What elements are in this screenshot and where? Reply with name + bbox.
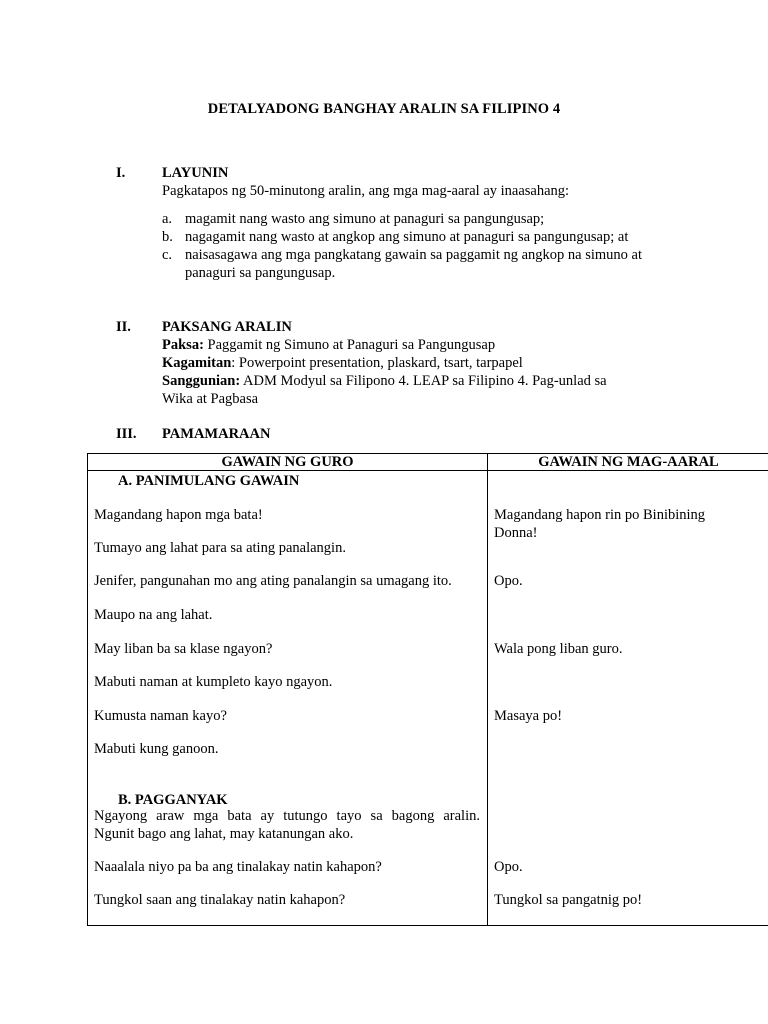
paksa-label: Paksa:: [162, 337, 204, 353]
mag-aaral-column: [488, 471, 768, 926]
guro-line: Tungkol saan ang tinalakay natin kahapon?: [94, 892, 346, 908]
sanggunian-line-cont: Wika at Pagbasa: [162, 391, 259, 407]
objective-letter-c: c.: [162, 247, 173, 263]
paksa-line: [162, 337, 495, 354]
sanggunian-label: Sanggunian:: [162, 373, 241, 389]
header-gawain-ng-guro: GAWAIN NG GURO: [88, 454, 488, 471]
section-heading-pamamaraan: PAMAMARAAN: [162, 426, 271, 442]
objective-text-c: naisasagawa ang mga pangkatang gawain sa paggamit ng angkop na simuno at: [185, 247, 643, 263]
objective-text-c-cont: panaguri sa pangungusap.: [185, 265, 336, 281]
section-heading-paksang-aralin: PAKSANG ARALIN: [162, 319, 292, 335]
sanggunian-value: ADM Modyul sa Filipono 4. LEAP sa Filipino 4. Pag-unlad sa: [240, 373, 607, 389]
guro-line: Naaalala niyo pa ba ang tinalakay natin kahapon?: [94, 859, 382, 875]
kagamitan-value: : Powerpoint presentation, plaskard, tsart, tarpapel: [231, 355, 523, 371]
mag-aaral-line: Opo.: [494, 859, 523, 875]
kagamitan-line: [162, 355, 523, 372]
guro-line: Mabuti naman at kumpleto kayo ngayon.: [94, 674, 333, 690]
guro-line: Magandang hapon mga bata!: [94, 507, 263, 523]
objective-letter-a: a.: [162, 211, 173, 227]
guro-line: Ngayong araw mga bata ay tutungo tayo sa bagong aralin.: [94, 808, 480, 824]
sanggunian-line: [162, 373, 607, 390]
kagamitan-label: Kagamitan: [162, 355, 232, 371]
guro-line: Maupo na ang lahat.: [94, 607, 213, 623]
guro-line: Mabuti kung ganoon.: [94, 741, 219, 757]
table-row: [88, 471, 768, 926]
guro-line: Ngunit bago ang lahat, may katanungan ako.: [94, 826, 354, 842]
section-number-2: II.: [116, 319, 131, 335]
mag-aaral-line: Donna!: [494, 525, 538, 541]
table-header-row: [88, 454, 768, 471]
guro-line: Kumusta naman kayo?: [94, 708, 227, 724]
subheading-pagganyak: B. PAGGANYAK: [118, 792, 228, 808]
page-title: DETALYADONG BANGHAY ARALIN SA FILIPINO 4: [207, 101, 561, 117]
section-number-3: III.: [116, 426, 137, 442]
mag-aaral-line: Tungkol sa pangatnig po!: [494, 892, 643, 908]
section-number-1: I.: [116, 165, 126, 181]
section-heading-layunin: LAYUNIN: [162, 165, 229, 181]
objective-text-b: nagagamit nang wasto at angkop ang simuno at panaguri sa pangungusap; at: [185, 229, 629, 245]
guro-line: Jenifer, pangunahan mo ang ating panalangin sa umagang ito.: [94, 573, 452, 589]
subheading-panimulang-gawain: A. PANIMULANG GAWAIN: [118, 473, 300, 489]
guro-column: [88, 471, 488, 926]
layunin-intro: Pagkatapos ng 50-minutong aralin, ang mga mag-aaral ay inaasahang:: [162, 183, 570, 199]
guro-line: Tumayo ang lahat para sa ating panalangin.: [94, 540, 346, 556]
paksa-value: Paggamit ng Simuno at Panaguri sa Pangungusap: [203, 337, 496, 353]
objective-text-a: magamit nang wasto ang simuno at panaguri sa pangungusap;: [185, 211, 545, 227]
mag-aaral-line: Opo.: [494, 573, 523, 589]
mag-aaral-line: Wala pong liban guro.: [494, 641, 623, 657]
guro-line: May liban ba sa klase ngayon?: [94, 641, 273, 657]
header-gawain-ng-mag-aaral: GAWAIN NG MAG-AARAL: [488, 454, 768, 471]
procedure-table: [87, 453, 768, 926]
mag-aaral-line: Magandang hapon rin po Binibining: [494, 507, 706, 523]
mag-aaral-line: Masaya po!: [494, 708, 563, 724]
objective-letter-b: b.: [162, 229, 173, 245]
